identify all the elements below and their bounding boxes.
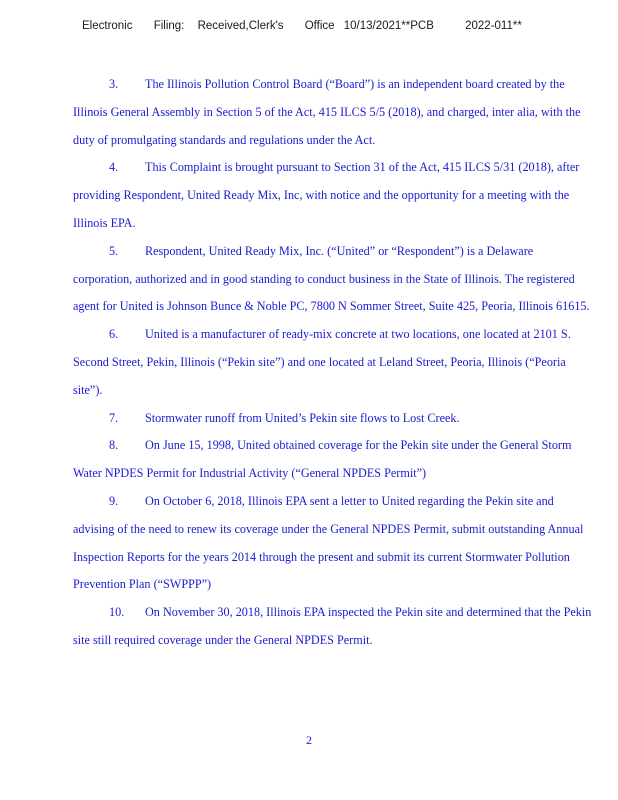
paragraph-5	[73, 238, 593, 321]
paragraph-number: 9.	[109, 493, 119, 508]
stamp-case-number: 2022-011**	[465, 20, 522, 32]
paragraph-7	[73, 405, 593, 433]
paragraph-text: On June 15, 1998, United obtained coverage for the Pekin site under the General Storm Water NPDES Permit for Industrial Activity (“General NPDES Permit”)	[73, 438, 572, 481]
paragraph-text: Respondent, United Ready Mix, Inc. (“United” or “Respondent”) is a Delaware corporation, authorized and in good standing to conduct business in the State of Illinois. The registered agent for United is Johnson Bunce & Noble PC, 7800 N Sommer Street, Suite 425, Peoria, Illinois 61615.	[73, 243, 590, 314]
paragraph-number: 4.	[109, 160, 119, 175]
stamp-filing: Filing:	[153, 20, 185, 32]
paragraph-text: On November 30, 2018, Illinois EPA inspected the Pekin site and determined that the Pekin site still required coverage under the General NPDES Permit.	[73, 605, 592, 647]
paragraph-text: The Illinois Pollution Control Board (“Board”) is an independent board created by the Illinois General Assembly in Section 5 of the Act, 415 ILCS 5/5 (2018), and charged, inter alia, with the duty of promulgating standards and regulations under the Act.	[73, 77, 581, 147]
paragraph-number: 6.	[109, 327, 119, 342]
paragraph-3	[73, 71, 593, 154]
page-number: 2	[306, 733, 312, 747]
paragraph-number: 8.	[109, 438, 119, 453]
stamp-electronic: Electronic	[82, 20, 133, 32]
paragraph-number: 3.	[109, 77, 119, 91]
stamp-date: 10/13/2021**PCB	[343, 20, 434, 32]
paragraph-text: United is a manufacturer of ready-mix concrete at two locations, one located at 2101 S. Second Street, Pekin, Illinois (“Pekin site”) and one located at Leland Street, Peoria, Illinois (“Peoria site”).	[73, 327, 571, 397]
paragraph-9	[73, 488, 593, 599]
stamp-received: Received,Clerk's	[197, 20, 284, 32]
paragraph-text: This Complaint is brought pursuant to Section 31 of the Act, 415 ILCS 5/31 (2018), after providing Respondent, United Ready Mix, Inc, with notice and the opportunity for a meeting with the Illinois EPA.	[73, 160, 580, 230]
paragraph-4	[73, 154, 593, 237]
stamp-office: Office	[304, 20, 335, 32]
paragraph-number: 10.	[109, 605, 125, 620]
paragraph-6	[73, 321, 593, 404]
paragraph-8	[73, 432, 593, 488]
paragraph-text: Stormwater runoff from United’s Pekin site flows to Lost Creek.	[145, 410, 460, 425]
paragraph-text: On October 6, 2018, Illinois EPA sent a letter to United regarding the Pekin site and advising of the need to renew its coverage under the General NPDES Permit, submit outstanding Annual Inspection Reports for the years 2014 through the present and submit its current Stormwater Pollution Prevention Plan (“SWPPP”)	[73, 493, 584, 592]
filing-header-stamp	[82, 20, 522, 32]
paragraph-number: 7.	[109, 410, 119, 425]
paragraph-10	[73, 599, 593, 655]
paragraph-number: 5.	[109, 243, 119, 258]
complaint-body	[73, 71, 593, 655]
